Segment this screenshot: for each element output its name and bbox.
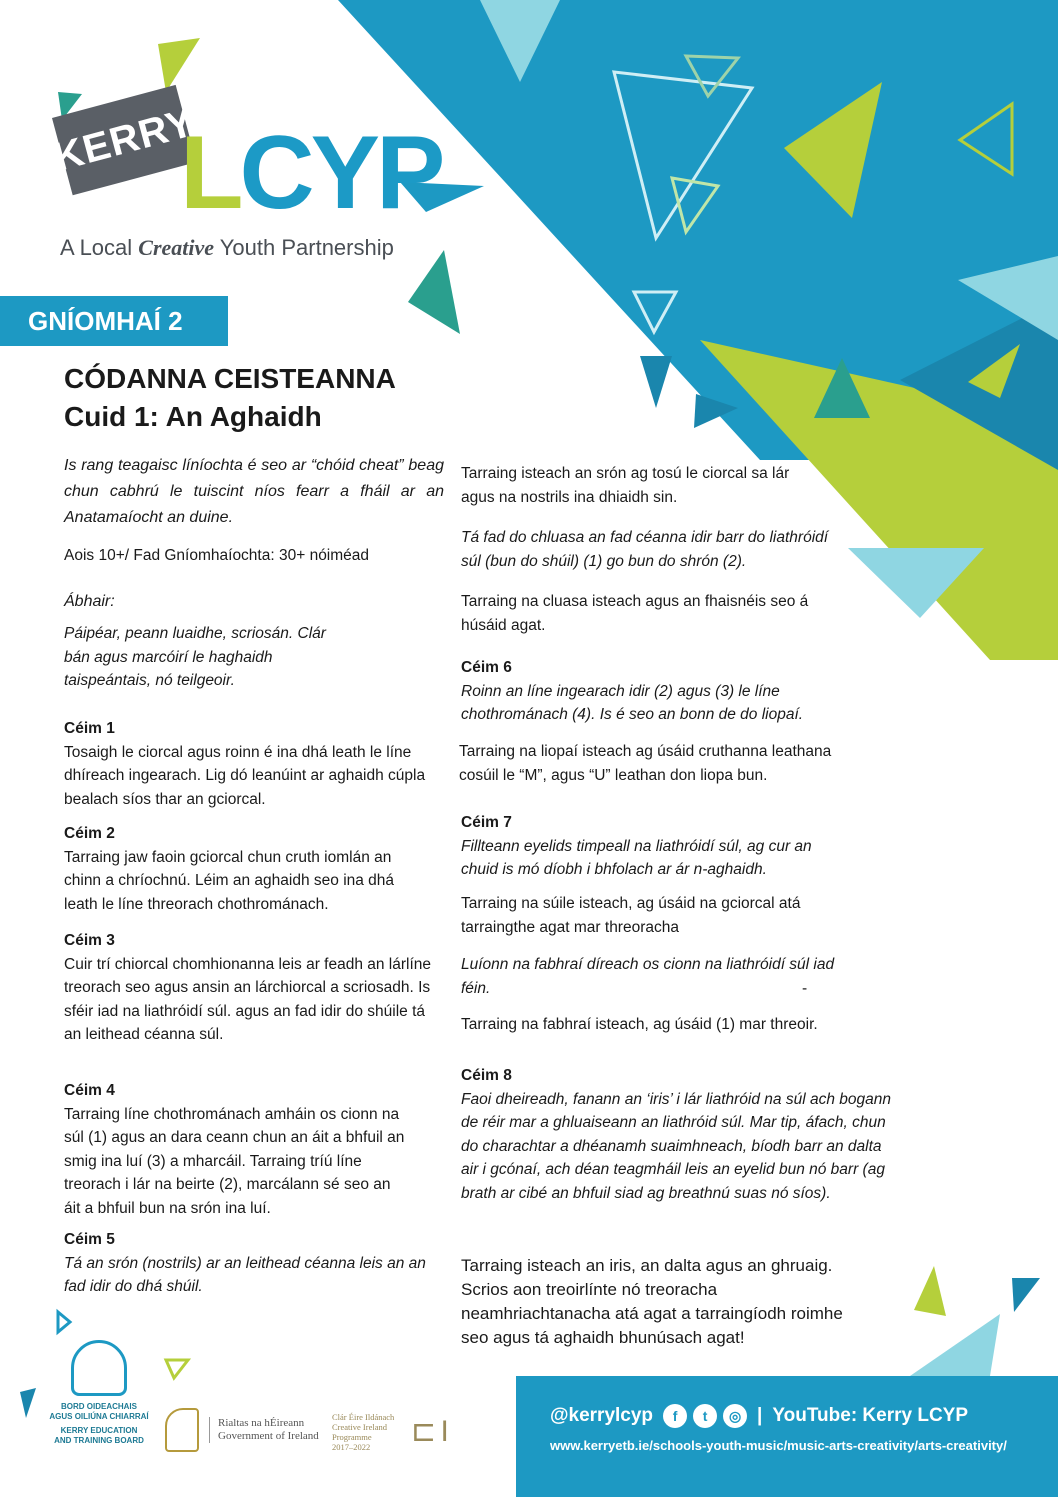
step-6-text-a: Roinn an líne ingearach idir (2) agus (3) le líne chothrománach (4). Is é seo an bonn de do liopaí. — [461, 682, 804, 723]
teal-triangle-logo — [408, 250, 460, 334]
logo-tagline — [60, 235, 394, 261]
blue-triangle-bottom — [1012, 1278, 1040, 1312]
gov-line-1: Rialtas na hÉireann — [218, 1417, 305, 1429]
kerry-logo-badge: KERRY — [52, 85, 196, 195]
step-5-text: Tá an srón (nostrils) ar an leithead céanna leis an an fad idir do dhá shúil. — [64, 1254, 426, 1295]
step-6-lips: Tarraing na liopaí isteach ag úsáid cruthanna leathana cosúil le “M”, agus “U” leathan don liopa bun. — [459, 743, 832, 784]
government-of-ireland-logo — [165, 1408, 319, 1452]
website-url-link[interactable]: www.kerryetb.ie/schools-youth-music/music-arts-creativity/arts-creativity/ — [550, 1438, 1007, 1453]
age-duration: Aois 10+/ Fad Gníomhaíochta: 30+ nóiméad — [64, 547, 370, 564]
government-text — [209, 1417, 319, 1443]
footer-divider: | — [757, 1405, 763, 1426]
lime-triangle-left — [158, 38, 200, 92]
gov-line-2: Government of Ireland — [218, 1430, 319, 1442]
step-7-heading: Céim 7 — [461, 814, 512, 831]
materials-heading: Ábhair: — [64, 593, 115, 610]
step-2-heading: Céim 2 — [64, 825, 115, 842]
outline-triangle-bottom-mid — [166, 1360, 188, 1378]
step-1 — [64, 717, 444, 811]
light-cyan-bottom — [910, 1314, 1000, 1376]
youtube-link[interactable]: YouTube: Kerry LCYP — [772, 1405, 969, 1426]
step-4 — [64, 1079, 409, 1220]
title-line-1: CÓDANNA CEISTEANNA — [64, 363, 396, 394]
social-row — [550, 1404, 968, 1428]
step-5 — [64, 1228, 434, 1299]
intro-paragraph: Is rang teagaisc líníochta é seo ar “chóid cheat” beag chun cabhrú le tuiscint níos fearr a fháil ar an Anatamaíocht an duine. — [64, 457, 444, 526]
step-2-text: Tarraing jaw faoin gciorcal chun cruth iomlán an chinn a chríochnú. Léim an aghaidh seo ina dhá leath le líne threorach chothrománach. — [64, 848, 395, 913]
step-8-text-a: Faoi dheireadh, fanann an ‘iris’ i lár liathróid na súl ach bogann de réir mar a ghluaiseann an liathróid súl. Mar tip, áfach, chun do charachtar a dhéanamh suaimhneach, bíodh barr an dalta air i gcónaí, ach déan teagmháil leis an eyelid bun nó barr (ag brath ar cibé an bhfuil siad ag breathnú suas nó síos). — [461, 1090, 891, 1202]
creative-ireland-mark-icon: ⊏ I — [411, 1415, 447, 1448]
step-7-dash: - — [802, 980, 808, 997]
step-3-heading: Céim 3 — [64, 932, 115, 949]
step-6-heading: Céim 6 — [461, 659, 512, 676]
lcyp-letter-c: C — [239, 115, 311, 231]
etb-line-1: BORD OIDEACHAIS — [60, 1402, 137, 1411]
step-5-heading: Céim 5 — [64, 1231, 115, 1248]
tagline-post: Youth Partnership — [214, 235, 394, 260]
etb-line-2: AGUS OILIÚNA CHIARRAÍ — [49, 1412, 149, 1421]
step-7-eyes: Tarraing na súile isteach, ag úsáid na gciorcal atá tarraingthe agat mar threoracha — [461, 895, 801, 936]
footer-contact-bar — [516, 1376, 1058, 1497]
cei-line-1: Clár Éire Ildánach — [332, 1412, 395, 1422]
step-7 — [461, 811, 851, 882]
step-4-text: Tarraing líne chothrománach amháin os cionn na súl (1) agus an dara ceann chun an áit a bhfuil an smig ina luí (3) a mharcáil. Tarraing tríú líne treorach i lár na beirte (2), marcálann sé seo an áit a bhfuil bun na srón ina luí. — [64, 1105, 405, 1217]
title-line-2: Cuid 1: An Aghaidh — [64, 401, 322, 432]
step-7-brows-draw: Tarraing na fabhraí isteach, ag úsáid (1) mar threoir. — [461, 1016, 818, 1033]
kerry-etb-logo — [44, 1340, 154, 1446]
step-3 — [64, 929, 434, 1047]
step-1-heading: Céim 1 — [64, 720, 115, 737]
twitter-icon[interactable]: t — [693, 1404, 717, 1428]
cei-line-3: Programme — [332, 1432, 372, 1442]
etb-line-4: AND TRAINING BOARD — [54, 1436, 144, 1445]
step-8-final: Tarraing isteach an iris, an dalta agus an ghruaig. Scrios aon treoirlínte nó treoracha neamhriachtanacha atá agat a tarraingíodh roimhe seo agus tá aghaidh bhunúsach agat! — [461, 1256, 843, 1347]
blue-triangle-footer-left — [20, 1388, 36, 1418]
lcyp-logo — [180, 115, 442, 231]
cei-line-4: 2017–2022 — [332, 1442, 371, 1452]
step-8-heading: Céim 8 — [461, 1067, 512, 1084]
step-2 — [64, 822, 424, 916]
materials-list: Páipéar, peann luaidhe, scriosán. Clár bán agus marcóirí le haghaidh taispeántais, nó teilgeoir. — [64, 625, 326, 689]
etb-emblem-icon — [71, 1340, 127, 1396]
lime-triangle-bottom — [914, 1266, 946, 1316]
tagline-emphasis: Creative — [138, 235, 215, 260]
step-3-text: Cuir trí chiorcal chomhionanna leis ar feadh an lárlíne treorach seo agus ansin an lárchiorcal a scriosadh. Is sféir iad na liathróidí súl. agus an fad idir do shúile tá an leithead céanna súl. — [64, 955, 432, 1043]
lcyp-letter-p: P — [376, 115, 442, 231]
step-8 — [461, 1064, 891, 1205]
lcyp-letter-l: L — [180, 115, 240, 231]
etb-line-3: KERRY EDUCATION — [60, 1426, 138, 1435]
nose-paragraph: Tarraing isteach an srón ag tosú le ciorcal sa lár agus na nostrils ina dhiaidh sin. — [461, 465, 790, 506]
page-title — [64, 360, 396, 436]
ears-length-paragraph: Tá fad do chluasa an fad céanna idir barr do liathróidí súl (bun do shúil) (1) go bun do shrón (2). — [461, 529, 829, 570]
tagline-pre: A Local — [60, 235, 139, 260]
step-7-text-a: Fillteann eyelids timpeall na liathróidí súl, ag cur an chuid is mó díobh i bhfolach ar ár n-aghaidh. — [461, 837, 812, 878]
creative-ireland-logo — [332, 1412, 394, 1452]
step-1-text: Tosaigh le ciorcal agus roinn é ina dhá leath le líne dhíreach ingearach. Lig dó leanúint ar aghaidh cúpla bealach síos thar an gciorcal. — [64, 743, 426, 808]
lcyp-letter-y: Y — [310, 115, 377, 231]
social-handle[interactable]: @kerrylcyp — [550, 1405, 654, 1426]
activity-label: GNÍOMHAÍ 2 — [0, 296, 228, 346]
blue-triangle-mid — [640, 356, 672, 408]
ears-draw-paragraph: Tarraing na cluasa isteach agus an fhaisnéis seo á húsáid agat. — [461, 593, 809, 634]
step-6 — [461, 656, 841, 727]
cei-line-2: Creative Ireland — [332, 1422, 387, 1432]
harp-icon — [165, 1408, 199, 1452]
step-7-brows-position: Luíonn na fabhraí díreach os cionn na liathróidí súl iad féin. — [461, 956, 835, 997]
instagram-icon[interactable]: ◎ — [723, 1404, 747, 1428]
facebook-icon[interactable]: f — [663, 1404, 687, 1428]
step-4-heading: Céim 4 — [64, 1082, 115, 1099]
outline-triangle-bottom-left — [58, 1312, 70, 1332]
